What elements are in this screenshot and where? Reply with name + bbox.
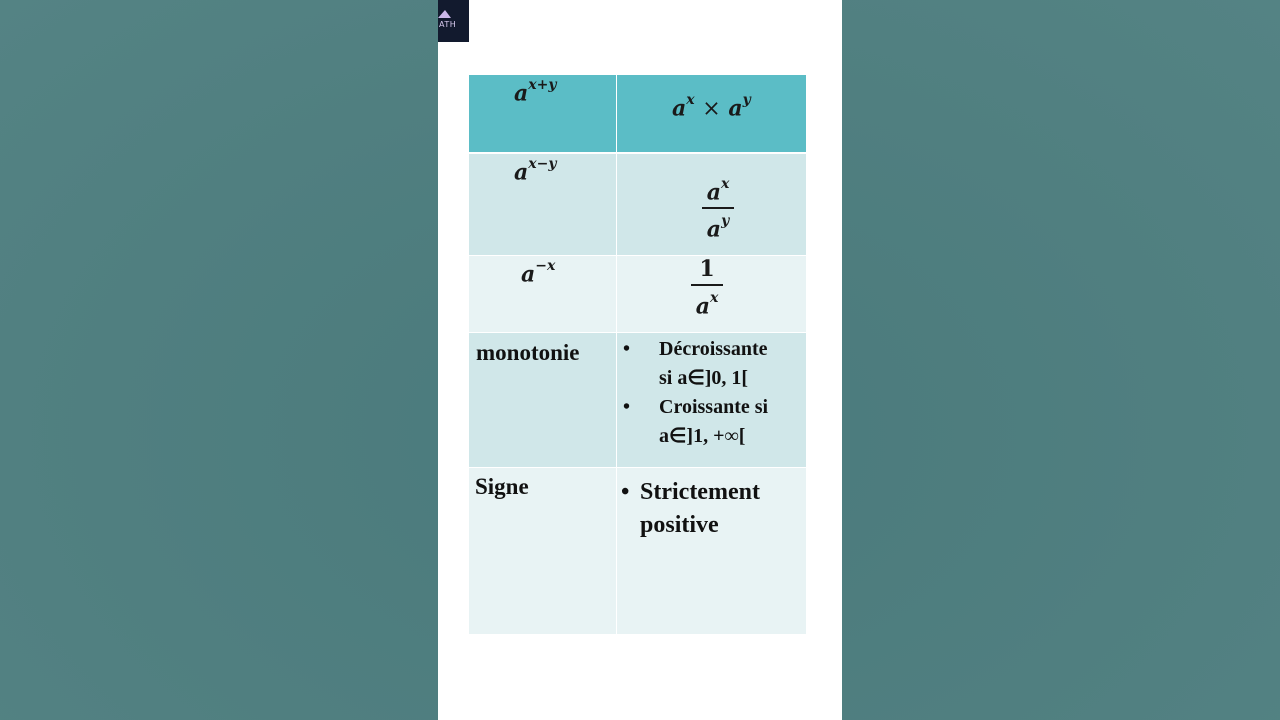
formula-exp-sum: $a^{x+y}$ [514, 77, 557, 107]
table-cell [469, 256, 617, 332]
formula-reciprocal: 1 $a^x$ [691, 256, 723, 319]
formula-exp-neg: $a^{-x}$ [521, 258, 556, 288]
table-row [469, 75, 806, 154]
bullet-decreasing-line1: Décroissante [659, 338, 768, 360]
table-cell [617, 154, 806, 255]
formula-quotient: $a^x$ $a^y$ [702, 174, 734, 242]
table-cell [469, 154, 617, 255]
monotonie-label: monotonie [476, 340, 580, 365]
table-cell [469, 75, 617, 152]
table-row [469, 333, 806, 468]
table-row [469, 468, 806, 634]
bullet-sign-line1: Strictement [640, 479, 760, 505]
table-cell [617, 75, 806, 152]
logo-text: ATH [439, 20, 457, 29]
table-cell: • Strictement positive [617, 468, 806, 634]
formula-product: $a^x \times a^y$ [672, 92, 751, 122]
signe-label: Signe [475, 474, 529, 499]
logo-icon [438, 8, 452, 20]
table-cell [469, 468, 617, 634]
bullet-decreasing-line2: si a∈]0, 1[ [659, 367, 749, 389]
channel-logo [438, 0, 469, 42]
bullet-sign-line2: positive [640, 512, 719, 538]
formula-exp-diff: $a^{x-y}$ [514, 156, 557, 186]
table-row [469, 256, 806, 333]
table-cell [617, 256, 806, 332]
bullet-increasing-line1: Croissante si [659, 396, 769, 418]
table-cell: • Décroissante si a∈]0, 1[ • Croissante si a∈]1, +∞[ [617, 333, 806, 467]
table-cell [469, 333, 617, 467]
table-row [469, 154, 806, 256]
formula-table [469, 75, 806, 634]
bullet-increasing-line2: a∈]1, +∞[ [659, 425, 746, 447]
